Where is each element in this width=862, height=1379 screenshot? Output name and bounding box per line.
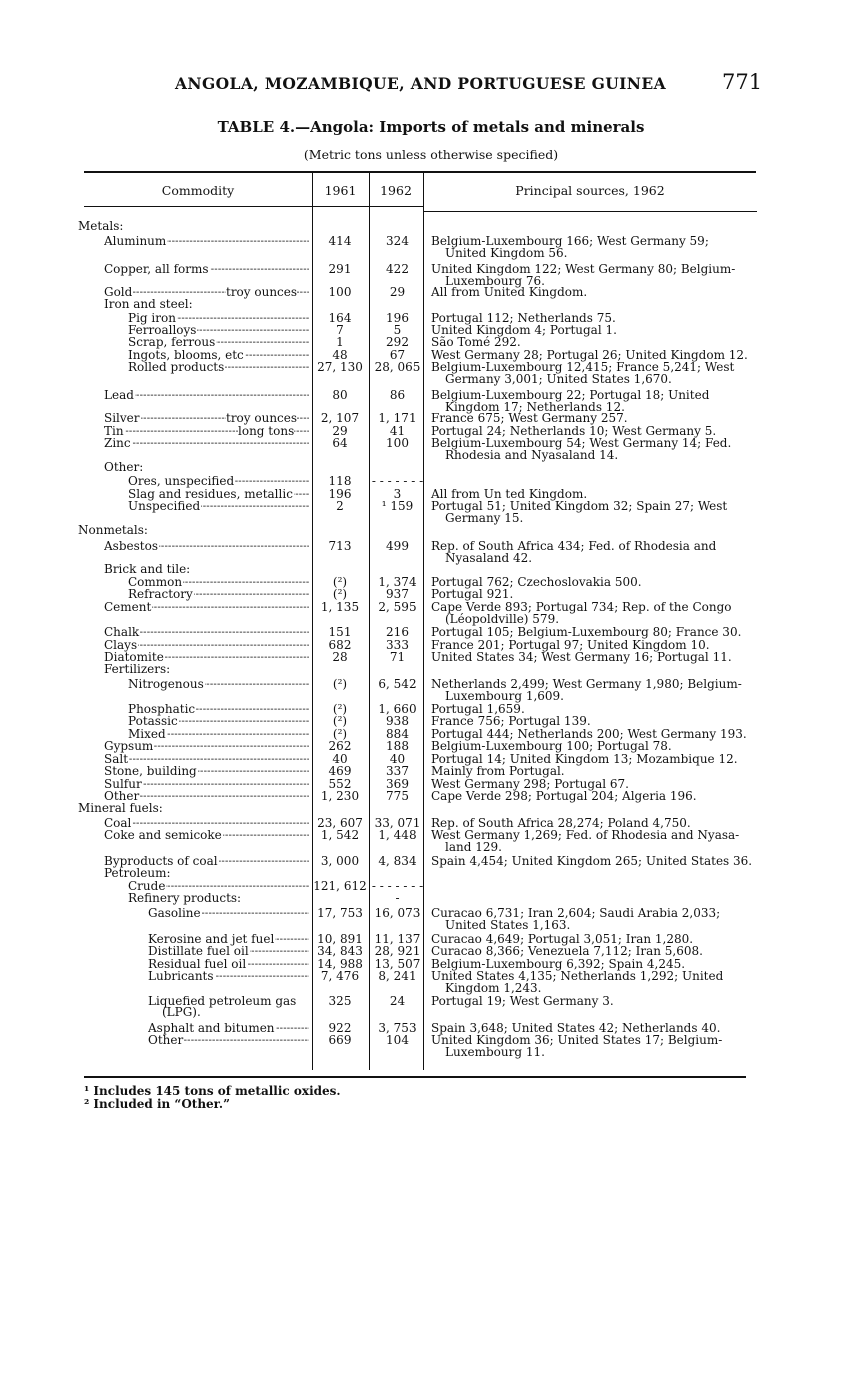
- value-1962: 188: [386, 739, 409, 753]
- row-label: Crude - - -: [128, 881, 309, 893]
- principal-sources: All from Un ted Kingdom.: [431, 487, 588, 501]
- value-1962: 775: [386, 789, 409, 803]
- row-label: Copper, all forms - - -: [104, 264, 309, 276]
- value-1961: 7, 476: [320, 969, 360, 983]
- principal-sources: West Germany 28; Portugal 26; United Kingdom 12.: [431, 348, 748, 362]
- value-1961: 922: [328, 1021, 352, 1035]
- value-1961: (²): [332, 575, 348, 589]
- value-1962: 100: [386, 436, 409, 450]
- row-label: Tin - - -: [104, 426, 309, 438]
- table-title: TABLE 4.—Angola: Imports of metals and minerals: [217, 118, 645, 136]
- value-1962: 292: [386, 335, 409, 349]
- value-1961: 7: [336, 323, 344, 337]
- value-1962: 24: [389, 994, 406, 1008]
- row-label: Salt - - -: [104, 754, 309, 766]
- principal-sources: Spain 3,648; United States 42; Netherlands 40.: [431, 1021, 721, 1035]
- row-label: Mixed - - -: [128, 729, 309, 741]
- principal-sources: Belgium-Luxembourg 100; Portugal 78.: [431, 739, 672, 753]
- value-1962: ¹ 159: [381, 499, 414, 513]
- principal-sources: West Germany 298; Portugal 67.: [431, 777, 629, 791]
- value-1962: - - - - - - - -: [371, 879, 424, 905]
- row-label: Ingots, blooms, etc - - -: [128, 350, 309, 362]
- value-1961: (²): [332, 677, 348, 691]
- colhead-1961: 1961: [324, 183, 357, 198]
- principal-sources: United States 4,135; Netherlands 1,292; United Kingdom 1,243.: [431, 969, 724, 995]
- value-1962: 1, 660: [378, 702, 417, 716]
- principal-sources: Mainly from Portugal.: [431, 764, 565, 778]
- value-1962: 40: [389, 752, 406, 766]
- row-label: Other - - -: [104, 791, 309, 803]
- value-1961: 552: [328, 777, 352, 791]
- principal-sources: Curacao 4,649; Portugal 3,051; Iran 1,280.: [431, 932, 694, 946]
- principal-sources: Belgium-Luxembourg 22; Portugal 18; United Kingdom 17; Netherlands 12.: [431, 388, 710, 414]
- row-label: Nonmetals:: [78, 525, 148, 537]
- principal-sources: São Tomé 292.: [431, 335, 521, 349]
- row-unit: troy ounces: [226, 411, 298, 425]
- value-1962: 11, 137: [374, 932, 421, 946]
- value-1962: 33, 071: [374, 816, 421, 830]
- principal-sources: Portugal 112; Netherlands 75.: [431, 311, 616, 325]
- value-1961: 14, 988: [317, 957, 363, 971]
- principal-sources: Portugal 51; United Kingdom 32; Spain 27; West Germany 15.: [431, 499, 728, 525]
- value-1961: 27, 130: [317, 360, 363, 374]
- principal-sources: Curacao 6,731; Iran 2,604; Saudi Arabia 2,033; United States 1,163.: [431, 906, 721, 932]
- row-label: Asbestos - - -: [104, 541, 309, 553]
- value-1961: 1, 542: [320, 828, 360, 842]
- value-1962: 29: [389, 285, 406, 299]
- row-label: Lubricants - - -: [148, 971, 309, 983]
- value-1962: 41: [389, 424, 406, 438]
- row-label: Chalk - - -: [104, 627, 309, 639]
- row-label: Iron and steel:: [104, 299, 193, 311]
- row-label: Nitrogenous - - -: [128, 679, 309, 691]
- value-1962: 196: [386, 311, 409, 325]
- row-label: Fertilizers:: [104, 664, 171, 676]
- row-label: Coal - - -: [104, 818, 309, 830]
- value-1962: 4, 834: [378, 854, 417, 868]
- row-unit: troy ounces: [226, 285, 298, 299]
- value-1961: (²): [332, 702, 348, 716]
- value-1961: 29: [332, 424, 348, 438]
- row-label: Petroleum:: [104, 868, 171, 880]
- principal-sources: Cape Verde 893; Portugal 734; Rep. of the Congo (Léopoldville) 579.: [431, 600, 732, 626]
- value-1961: 151: [328, 625, 352, 639]
- value-1962: 13, 507: [374, 957, 421, 971]
- principal-sources: United States 34; West Germany 16; Portugal 11.: [431, 650, 732, 664]
- row-label: Kerosine and jet fuel - - -: [148, 934, 309, 946]
- row-label: Clays - - -: [104, 640, 309, 652]
- principal-sources: Rep. of South Africa 28,274; Poland 4,750.: [431, 816, 691, 830]
- value-1961: 2: [336, 499, 344, 513]
- row-label: Coke and semicoke - - -: [104, 830, 309, 842]
- row-label: Rolled products - - -: [128, 362, 309, 374]
- value-1961: 164: [328, 311, 352, 325]
- principal-sources: Netherlands 2,499; West Germany 1,980; Belgium- Luxembourg 1,609.: [431, 677, 742, 703]
- row-label: Ores, unspecified - - -: [128, 476, 309, 488]
- value-1961: 1, 230: [320, 789, 360, 803]
- row-label: Distillate fuel oil - - -: [148, 946, 309, 958]
- row-label: Zinc - - -: [104, 438, 309, 450]
- row-label: Gold - - -: [104, 287, 309, 299]
- principal-sources: United Kingdom 4; Portugal 1.: [431, 323, 617, 337]
- principal-sources: Belgium-Luxembourg 6,392; Spain 4,245.: [431, 957, 686, 971]
- row-label: Silver - - -: [104, 413, 309, 425]
- principal-sources: France 756; Portugal 139.: [431, 714, 591, 728]
- value-1962: 333: [386, 638, 409, 652]
- value-1962: 422: [386, 262, 409, 276]
- value-1961: 1, 135: [320, 600, 360, 614]
- row-label: Gasoline - - -: [148, 908, 309, 920]
- value-1962: 104: [386, 1033, 409, 1047]
- row-label: Stone, building - - -: [104, 766, 309, 778]
- value-1961: 34, 843: [317, 944, 363, 958]
- value-1961: 48: [332, 348, 348, 362]
- principal-sources: United Kingdom 122; West Germany 80; Belgium- Luxembourg 76.: [431, 262, 736, 288]
- value-1962: 324: [386, 234, 409, 248]
- principal-sources: Cape Verde 298; Portugal 204; Algeria 196.: [431, 789, 697, 803]
- value-1962: 1, 374: [378, 575, 417, 589]
- value-1961: 28: [332, 650, 348, 664]
- value-1961: 40: [332, 752, 348, 766]
- value-1961: 23, 607: [317, 816, 363, 830]
- row-label: Residual fuel oil - - -: [148, 959, 309, 971]
- value-1961: 100: [328, 285, 352, 299]
- value-1962: 8, 241: [378, 969, 417, 983]
- footnote-1: ¹ Includes 145 tons of metallic oxides.: [84, 1084, 341, 1098]
- value-1961: 80: [332, 388, 348, 402]
- principal-sources: Spain 4,454; United Kingdom 265; United States 36.: [431, 854, 753, 868]
- principal-sources: Portugal 444; Netherlands 200; West Germany 193.: [431, 727, 747, 741]
- value-1962: 1, 171: [378, 411, 417, 425]
- principal-sources: Rep. of South Africa 434; Fed. of Rhodesia and Nyasaland 42.: [431, 539, 717, 565]
- value-1962: 337: [386, 764, 409, 778]
- value-1962: 3: [393, 487, 402, 501]
- principal-sources: Portugal 19; West Germany 3.: [431, 994, 614, 1008]
- value-1962: 3, 753: [378, 1021, 417, 1035]
- principal-sources: France 675; West Germany 257.: [431, 411, 628, 425]
- row-label: Refinery products:: [128, 893, 242, 905]
- row-label: Liquefied petroleum gas: [148, 996, 297, 1008]
- value-1961: 262: [328, 739, 352, 753]
- row-label: Diatomite - - -: [104, 652, 309, 664]
- principal-sources: United Kingdom 36; United States 17; Belgium- Luxembourg 11.: [431, 1033, 723, 1059]
- row-label: Gypsum - - -: [104, 741, 309, 753]
- footnote-2: ² Included in “Other.”: [84, 1097, 230, 1111]
- row-label: Pig iron - - -: [128, 313, 309, 325]
- value-1962: 884: [386, 727, 409, 741]
- value-1962: 6, 542: [378, 677, 417, 691]
- value-1962: 937: [386, 587, 409, 601]
- value-1962: 71: [389, 650, 406, 664]
- row-label: Slag and residues, metallic - - -: [128, 489, 309, 501]
- row-label: Brick and tile:: [104, 564, 191, 576]
- row-label: Asphalt and bitumen - - -: [148, 1023, 309, 1035]
- row-label: Refractory - - -: [128, 589, 309, 601]
- value-1961: 196: [328, 487, 352, 501]
- colhead-sources: Principal sources, 1962: [515, 183, 665, 198]
- value-1961: (²): [332, 727, 348, 741]
- table-subtitle: (Metric tons unless otherwise specified): [303, 147, 559, 162]
- row-label: Common - - -: [128, 577, 309, 589]
- row-label: Lead - - -: [104, 390, 309, 402]
- value-1962: 499: [386, 539, 409, 553]
- value-1961: 469: [328, 764, 352, 778]
- row-label: Phosphatic - - -: [128, 704, 309, 716]
- value-1961: (²): [332, 587, 348, 601]
- value-1962: 1, 448: [378, 828, 417, 842]
- value-1961: 10, 891: [317, 932, 363, 946]
- value-1961: 669: [328, 1033, 352, 1047]
- principal-sources: All from United Kingdom.: [431, 285, 588, 299]
- row-label: Mineral fuels:: [78, 803, 163, 815]
- row-label: Metals:: [78, 221, 124, 233]
- principal-sources: Curacao 8,366; Venezuela 7,112; Iran 5,608.: [431, 944, 703, 958]
- value-1961: 2, 107: [320, 411, 360, 425]
- value-1961: 325: [328, 994, 352, 1008]
- row-label: Cement - - -: [104, 602, 309, 614]
- value-1962: 938: [386, 714, 409, 728]
- value-1962: 86: [389, 388, 406, 402]
- row-label: Other:: [104, 462, 144, 474]
- value-1962: 216: [386, 625, 409, 639]
- principal-sources: Portugal 24; Netherlands 10; West Germany 5.: [431, 424, 717, 438]
- value-1962: 16, 073: [374, 906, 421, 920]
- value-1961: 682: [328, 638, 352, 652]
- value-1961: 17, 753: [317, 906, 363, 920]
- principal-sources: Portugal 921.: [431, 587, 514, 601]
- value-1961: 291: [328, 262, 352, 276]
- row-label: Aluminum - - -: [104, 236, 309, 248]
- value-1962: 28, 921: [374, 944, 421, 958]
- principal-sources: Belgium-Luxembourg 12,415; France 5,241; West Germany 3,001; United States 1,670.: [431, 360, 735, 386]
- value-1962: 28, 065: [374, 360, 421, 374]
- value-1961: 118: [328, 474, 352, 488]
- row-unit: long tons: [238, 424, 295, 438]
- value-1962: 67: [389, 348, 406, 362]
- page-number: 771: [722, 70, 763, 94]
- value-1962: - - - - - - -: [371, 474, 424, 488]
- row-label: Byproducts of coal - - -: [104, 856, 309, 868]
- value-1961: 64: [332, 436, 348, 450]
- value-1961: 3, 000: [320, 854, 360, 868]
- principal-sources: Portugal 1,659.: [431, 702, 525, 716]
- row-label: Sulfur - - -: [104, 779, 309, 791]
- value-1961: 414: [328, 234, 352, 248]
- row-label: Ferroalloys - - -: [128, 325, 309, 337]
- principal-sources: France 201; Portugal 97; United Kingdom 10.: [431, 638, 710, 652]
- principal-sources: West Germany 1,269; Fed. of Rhodesia and Nyasa- land 129.: [431, 828, 740, 854]
- value-1962: 2, 595: [378, 600, 417, 614]
- value-1961: 1: [336, 335, 344, 349]
- principal-sources: Portugal 762; Czechoslovakia 500.: [431, 575, 642, 589]
- principal-sources: Belgium-Luxembourg 54; West Germany 14; Fed. Rhodesia and Nyasaland 14.: [431, 436, 732, 462]
- row-label-continued: (LPG).: [162, 1007, 201, 1019]
- row-label: Potassic - - -: [128, 716, 309, 728]
- running-title: ANGOLA, MOZAMBIQUE, AND PORTUGUESE GUINEA: [175, 74, 667, 93]
- value-1961: 121, 612: [313, 879, 367, 893]
- row-label: Scrap, ferrous - - -: [128, 337, 309, 349]
- value-1961: (²): [332, 714, 348, 728]
- principal-sources: Portugal 14; United Kingdom 13; Mozambique 12.: [431, 752, 738, 766]
- value-1962: 5: [393, 323, 402, 337]
- row-label: Unspecified - - -: [128, 501, 309, 513]
- row-label: Other - - -: [148, 1035, 309, 1047]
- principal-sources: Portugal 105; Belgium-Luxembourg 80; France 30.: [431, 625, 742, 639]
- value-1961: 713: [328, 539, 352, 553]
- colhead-commodity: Commodity: [161, 183, 235, 198]
- value-1962: 369: [386, 777, 409, 791]
- colhead-1962: 1962: [380, 183, 412, 198]
- principal-sources: Belgium-Luxembourg 166; West Germany 59; United Kingdom 56.: [431, 234, 709, 260]
